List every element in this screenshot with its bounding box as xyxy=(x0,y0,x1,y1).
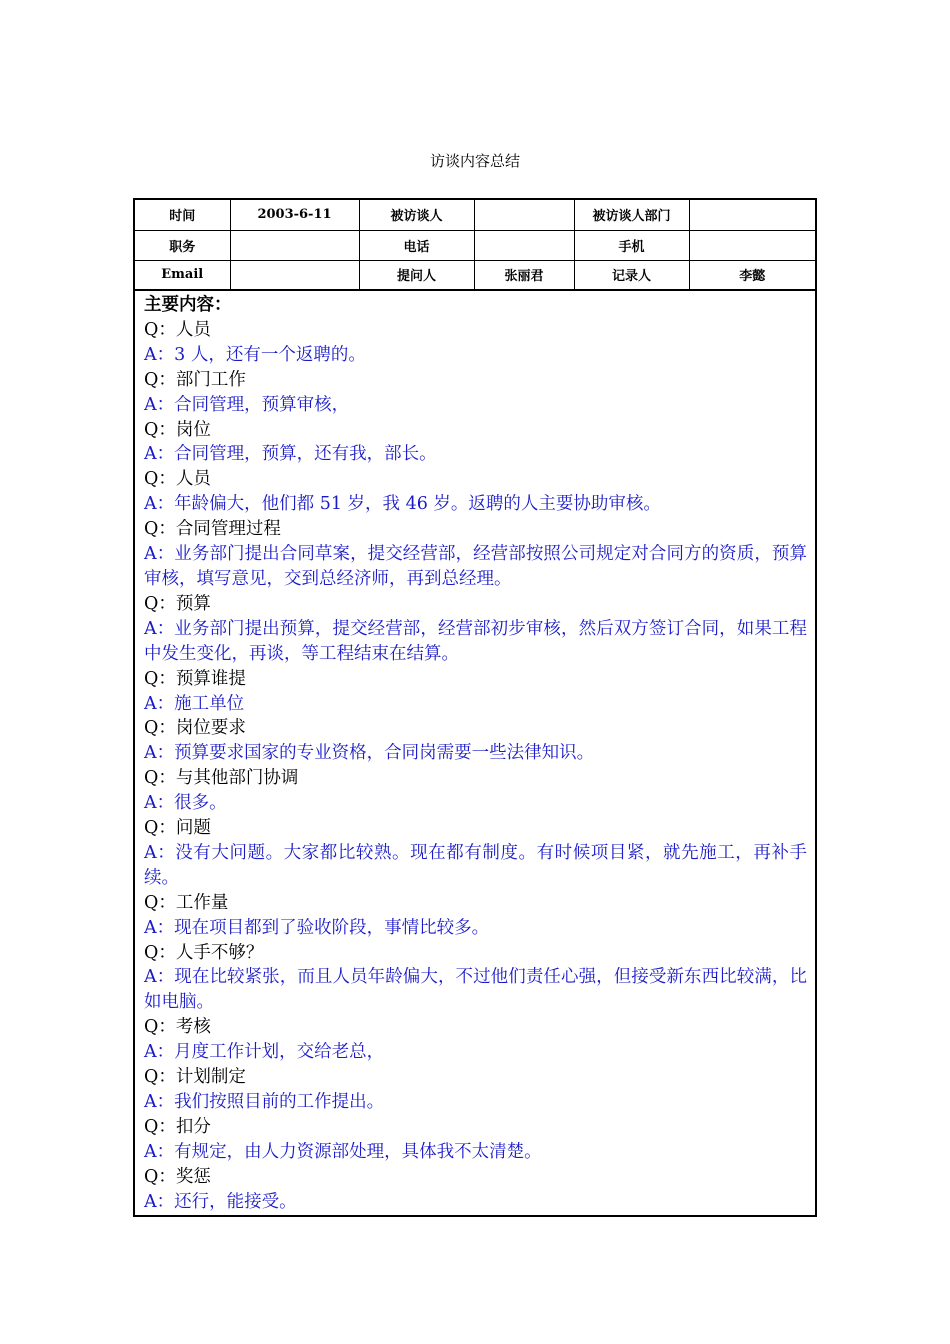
interview-info-table xyxy=(135,200,815,291)
question: Q：考核 xyxy=(144,1017,211,1038)
question: Q：合同管理过程 xyxy=(144,519,281,540)
question: Q：工作量 xyxy=(144,892,229,913)
position-label: 职务 xyxy=(135,230,230,260)
phone-value xyxy=(474,230,574,260)
question: Q：与其他部门协调 xyxy=(144,768,299,789)
question: Q：部门工作 xyxy=(144,369,246,390)
main-content xyxy=(135,291,815,1215)
answer: A：现在比较紧张，而且人员年龄偏大，不过他们责任心强，但接受新东西比较满，比如电脑。 xyxy=(144,967,807,1013)
question: Q：问题 xyxy=(144,818,211,839)
info-row xyxy=(135,200,815,230)
email-value xyxy=(230,260,359,290)
question: Q：计划制定 xyxy=(144,1067,246,1088)
interviewee-label: 被访谈人 xyxy=(359,200,474,230)
answer: A：现在项目都到了验收阶段，事情比较多。 xyxy=(144,917,490,938)
answer: A：3 人，还有一个返聘的。 xyxy=(144,344,366,365)
time-value: 2003-6-11 xyxy=(230,200,359,230)
qa-list xyxy=(144,318,807,1215)
answer: A：没有大问题。大家都比较熟。现在都有制度。有时候项目紧，就先施工，再补手续。 xyxy=(144,842,807,888)
answer: A：月度工作计划，交给老总， xyxy=(144,1042,385,1063)
questioner-value: 张丽君 xyxy=(474,260,574,290)
question: Q：预算 xyxy=(144,593,211,614)
recorder-value: 李懿 xyxy=(689,260,815,290)
interviewee-dept-label: 被访谈人部门 xyxy=(574,200,689,230)
info-row xyxy=(135,260,815,290)
info-row xyxy=(135,230,815,260)
mobile-value xyxy=(689,230,815,260)
content-heading: 主要内容： xyxy=(144,295,232,315)
recorder-label: 记录人 xyxy=(574,260,689,290)
answer: A：预算要求国家的专业资格，合同岗需要一些法律知识。 xyxy=(144,743,595,764)
mobile-label: 手机 xyxy=(574,230,689,260)
answer: A：合同管理，预算审核， xyxy=(144,394,350,415)
answer: A：还行，能接受。 xyxy=(144,1191,297,1212)
document-title: 访谈内容总结 xyxy=(429,152,520,170)
time-label: 时间 xyxy=(135,200,230,230)
answer: A：业务部门提出合同草案，提交经营部，经营部按照公司规定对合同方的资质，预算审核，填写意见，交到总经济师，再到总经理。 xyxy=(144,544,807,589)
email-label: Email xyxy=(135,260,230,290)
answer: A：施工单位 xyxy=(144,693,245,714)
interview-form xyxy=(133,198,817,1217)
phone-label: 电话 xyxy=(359,230,474,260)
answer: A：年龄偏大，他们都 51 岁，我 46 岁。返聘的人主要协助审核。 xyxy=(144,494,661,515)
question: Q：岗位 xyxy=(144,419,211,440)
question: Q：奖惩 xyxy=(144,1166,211,1187)
position-value xyxy=(230,230,359,260)
question: Q：人员 xyxy=(144,469,211,490)
answer: A：很多。 xyxy=(144,793,227,814)
answer: A：我们按照目前的工作提出。 xyxy=(144,1092,385,1112)
interviewee-value xyxy=(474,200,574,230)
questioner-label: 提问人 xyxy=(359,260,474,290)
answer: A：合同管理，预算，还有我，部长。 xyxy=(144,444,437,465)
question: Q：预算谁提 xyxy=(144,668,246,689)
interviewee-dept-value xyxy=(689,200,815,230)
question: Q：扣分 xyxy=(144,1116,211,1137)
question: Q：岗位要求 xyxy=(144,718,246,739)
answer: A：有规定，由人力资源部处理，具体我不太清楚。 xyxy=(144,1141,542,1162)
answer: A：业务部门提出预算，提交经营部，经营部初步审核，然后双方签订合同，如果工程中发生变化，再谈，等工程结束在结算。 xyxy=(144,618,807,664)
question: Q：人手不够？ xyxy=(144,942,264,963)
question: Q：人员 xyxy=(144,319,211,340)
